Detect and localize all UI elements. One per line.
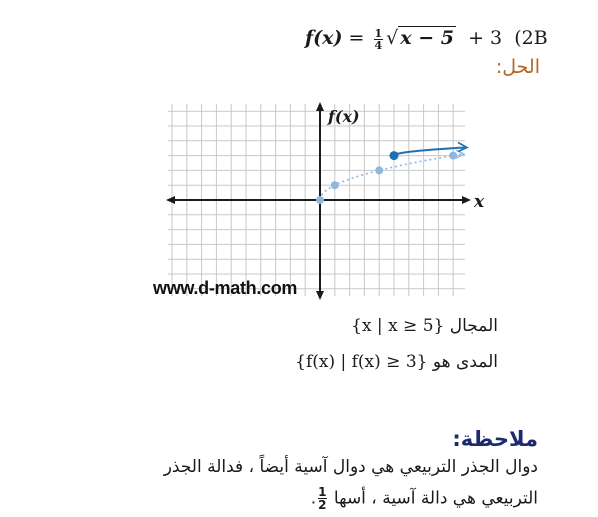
function-curves <box>316 142 467 204</box>
range-set: {f(x) | f(x) ≥ 3} <box>295 352 428 372</box>
x-axis-label: x <box>474 192 485 212</box>
x-axis-arrow-left <box>166 196 175 204</box>
x-axis-arrow-right <box>462 196 471 204</box>
note-line-2 <box>311 486 538 511</box>
radicand: x − 5 <box>400 27 454 49</box>
exponent-numerator: 1 <box>318 485 327 499</box>
fraction-numerator: 1 <box>374 26 383 40</box>
function-name: f(x) <box>305 27 343 49</box>
radical-sign: √ <box>386 27 399 49</box>
parent-point <box>316 196 324 204</box>
problem-label: (2B <box>514 27 548 49</box>
range-label: المدى هو <box>432 352 498 372</box>
exponent-denominator: 2 <box>318 498 327 512</box>
domain-expression <box>351 316 444 336</box>
note-line-2-text: التربيعي هي دالة آسية ، أسها <box>333 488 538 509</box>
domain-label: المجال <box>449 316 498 336</box>
problem-formula <box>305 26 548 51</box>
start-point <box>390 151 399 160</box>
domain-line <box>351 316 498 336</box>
range-line <box>295 352 498 372</box>
parent-curve <box>320 154 462 200</box>
parent-point <box>375 166 383 174</box>
y-axis-label: f(x) <box>328 107 360 126</box>
fraction-denominator: 4 <box>374 38 383 52</box>
function-graph <box>160 96 485 306</box>
coefficient-fraction <box>374 28 384 51</box>
note-heading: ملاحظة: <box>452 427 538 451</box>
solution-label: الحل: <box>495 56 540 78</box>
parent-point <box>449 152 457 160</box>
constant-term: + 3 <box>468 27 503 49</box>
note-line-1: دوال الجذر التربيعي هي دوال آسية أيضاً ، فدالة الجذر <box>163 457 538 477</box>
y-axis-arrow-up <box>316 102 324 111</box>
equals-sign: = <box>348 27 365 49</box>
watermark: www.d-math.com <box>153 278 298 298</box>
parent-point <box>331 181 339 189</box>
exponent-fraction <box>318 486 326 511</box>
range-expression <box>295 352 427 372</box>
y-axis-arrow-down <box>316 291 324 300</box>
domain-set: {x | x ≥ 5} <box>351 316 445 336</box>
note-period: . <box>310 488 317 509</box>
